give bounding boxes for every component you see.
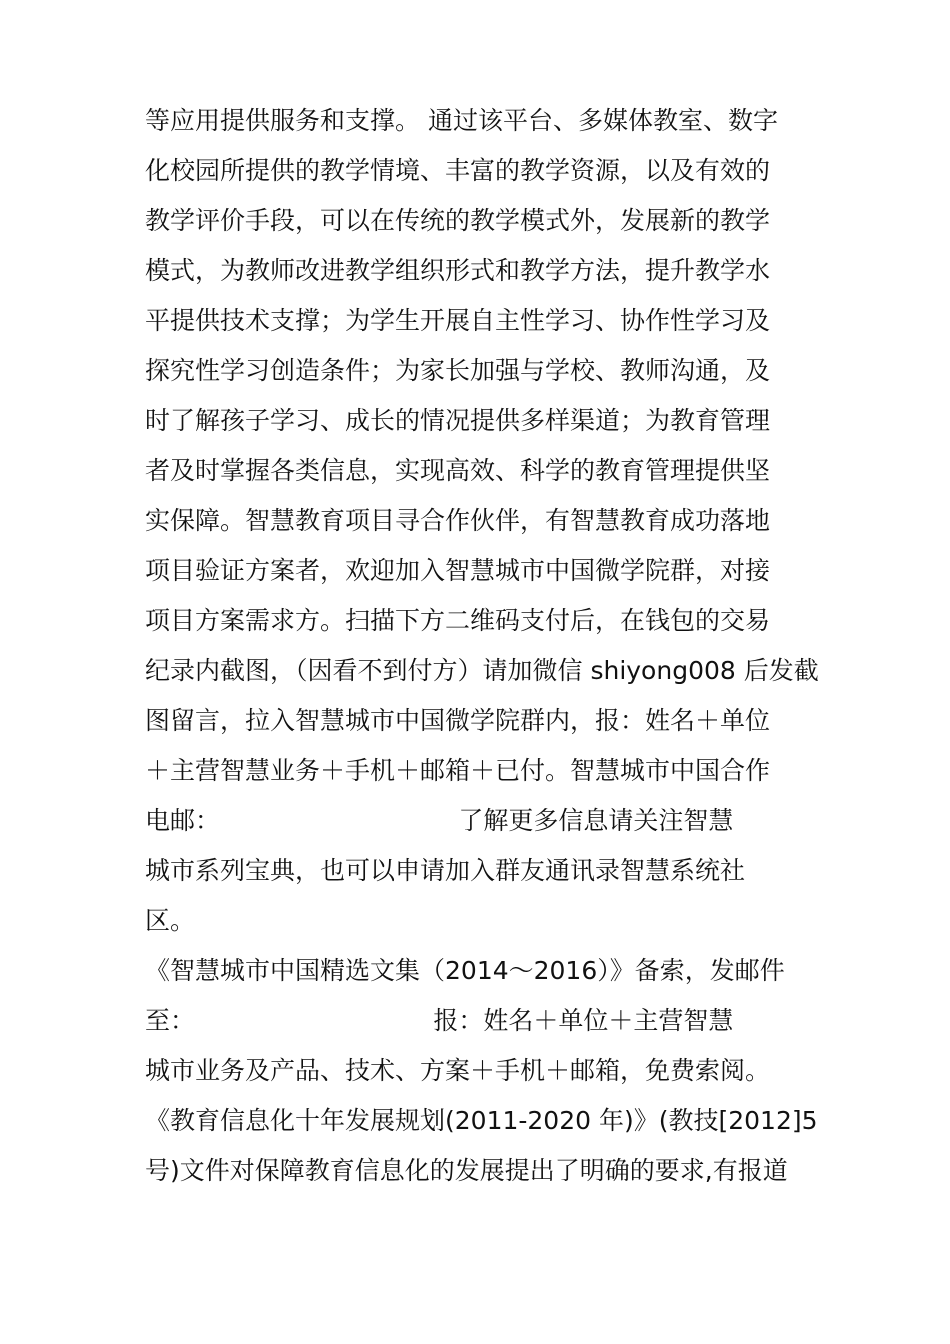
- text-line: 模式，为教师改进教学组织形式和教学方法，提升教学水: [145, 256, 771, 285]
- text-line: 城市业务及产品、技术、方案＋手机＋邮箱，免费索阅。: [145, 1056, 771, 1085]
- text-line: 图留言，拉入智慧城市中国微学院群内，报：姓名＋单位: [145, 706, 771, 735]
- text-line: 至： 报：姓名＋单位＋主营智慧: [145, 1006, 734, 1035]
- text-line: 城市系列宝典，也可以申请加入群友通讯录智慧系统社: [145, 856, 746, 885]
- text-line: 区。: [145, 906, 196, 935]
- text-line: 实保障。智慧教育项目寻合作伙伴，有智慧教育成功落地: [145, 506, 771, 535]
- body-text: [145, 96, 845, 1196]
- text-line: 项目验证方案者，欢迎加入智慧城市中国微学院群，对接: [145, 556, 771, 585]
- text-line: 《教育信息化十年发展规划(2011-2020 年)》(教技[2012]5: [145, 1106, 818, 1135]
- text-line: 《智慧城市中国精选文集（2014～2016）》备索，发邮件: [145, 956, 785, 985]
- text-line: 探究性学习创造条件；为家长加强与学校、教师沟通，及: [145, 356, 771, 385]
- text-line: 时了解孩子学习、成长的情况提供多样渠道；为教育管理: [145, 406, 771, 435]
- text-line: 纪录内截图，（因看不到付方）请加微信 shiyong008 后发截: [145, 656, 819, 685]
- text-line: 者及时掌握各类信息，实现高效、科学的教育管理提供坚: [145, 456, 771, 485]
- text-line: 平提供技术支撑；为学生开展自主性学习、协作性学习及: [145, 306, 771, 335]
- text-line: 化校园所提供的教学情境、丰富的教学资源，以及有效的: [145, 156, 771, 185]
- text-line: ＋主营智慧业务＋手机＋邮箱＋已付。智慧城市中国合作: [145, 756, 771, 785]
- text-line: 等应用提供服务和支撑。 通过该平台、多媒体教室、数字: [145, 106, 778, 135]
- text-line: 电邮： 了解更多信息请关注智慧: [145, 806, 734, 835]
- text-line: 号)文件对保障教育信息化的发展提出了明确的要求,有报道: [145, 1156, 788, 1185]
- text-line: 项目方案需求方。扫描下方二维码支付后，在钱包的交易: [145, 606, 771, 635]
- text-line: 教学评价手段，可以在传统的教学模式外，发展新的教学: [145, 206, 771, 235]
